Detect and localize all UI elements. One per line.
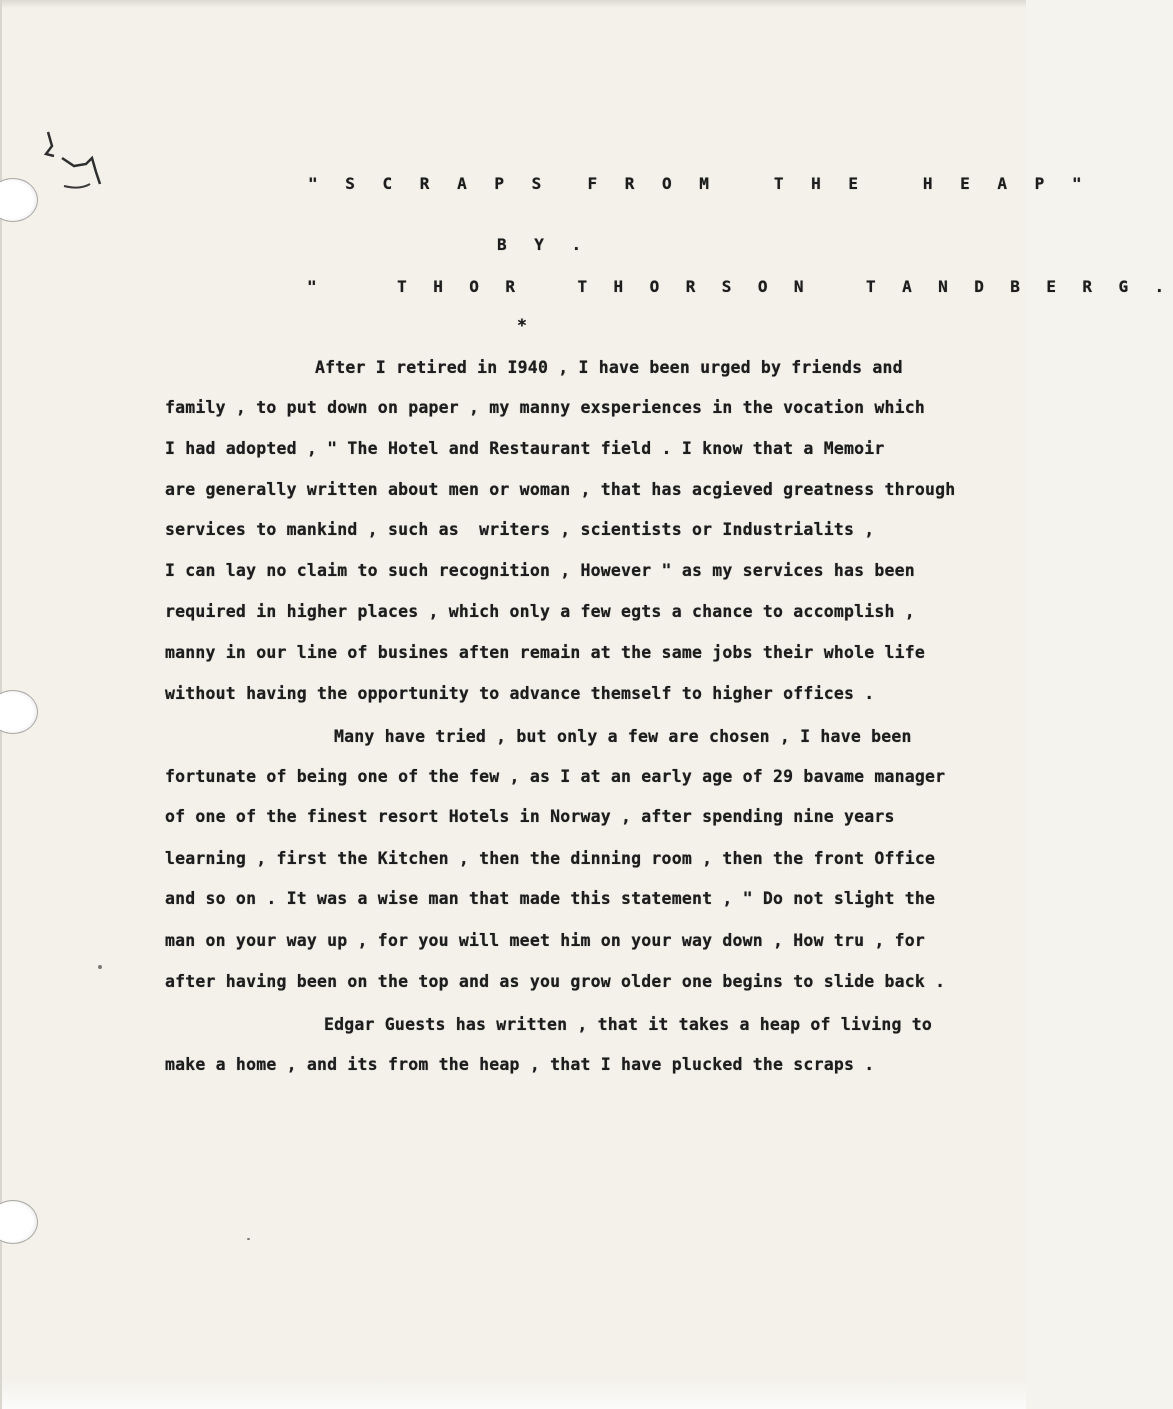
text-line: services to mankind , such as writers , scientists or Industrialits , <box>165 520 875 539</box>
text-line: I had adopted , " The Hotel and Restaurant field . I know that a Memoir <box>165 439 885 458</box>
punch-hole-bottom <box>0 1200 38 1244</box>
paper-speck <box>247 1238 250 1240</box>
text-line: manny in our line of busines aften remain at the same jobs their whole life <box>165 643 926 662</box>
text-line: make a home , and its from the heap , that I have plucked the scraps . <box>165 1055 875 1074</box>
author-name: " T H O R T H O R S O N T A N D B E R G . <box>307 277 1173 296</box>
text-line: man on your way up , for you will meet him on your way down , How tru , for <box>165 931 926 950</box>
scan-bottom-edge <box>2 1379 1026 1409</box>
text-line: of one of the finest resort Hotels in Norway , after spending nine years <box>165 807 895 826</box>
separator-asterisk: * <box>517 316 528 335</box>
text-line: after having been on the top and as you grow older one begins to slide back . <box>165 972 946 991</box>
text-line: family , to put down on paper , my manny exsperiences in the vocation which <box>165 398 926 417</box>
text-line: and so on . It was a wise man that made this statement , " Do not slight the <box>165 889 936 908</box>
text-line: Edgar Guests has written , that it takes a heap of living to <box>324 1015 933 1034</box>
text-line: I can lay no claim to such recognition , However " as my services has been <box>165 561 915 580</box>
scan-top-edge <box>2 0 1026 8</box>
punch-hole-top <box>0 178 38 222</box>
text-line: fortunate of being one of the few , as I at an early age of 29 bavame manager <box>165 767 946 786</box>
text-line: Many have tried , but only a few are chosen , I have been <box>334 727 912 746</box>
paper-speck <box>98 965 102 969</box>
text-line: After I retired in I940 , I have been urged by friends and <box>315 358 903 377</box>
text-line: without having the opportunity to advance themself to higher offices . <box>165 684 875 703</box>
punch-hole-middle <box>0 690 38 734</box>
byline: B Y . <box>497 235 591 254</box>
paper-tear-mark <box>40 128 110 198</box>
text-line: learning , first the Kitchen , then the dinning room , then the front Office <box>165 849 936 868</box>
document-title: " S C R A P S F R O M T H E H E A P " <box>308 174 1091 193</box>
text-line: are generally written about men or woman , that has acgieved greatness through <box>165 480 956 499</box>
text-line: required in higher places , which only a few egts a chance to accomplish , <box>165 602 915 621</box>
